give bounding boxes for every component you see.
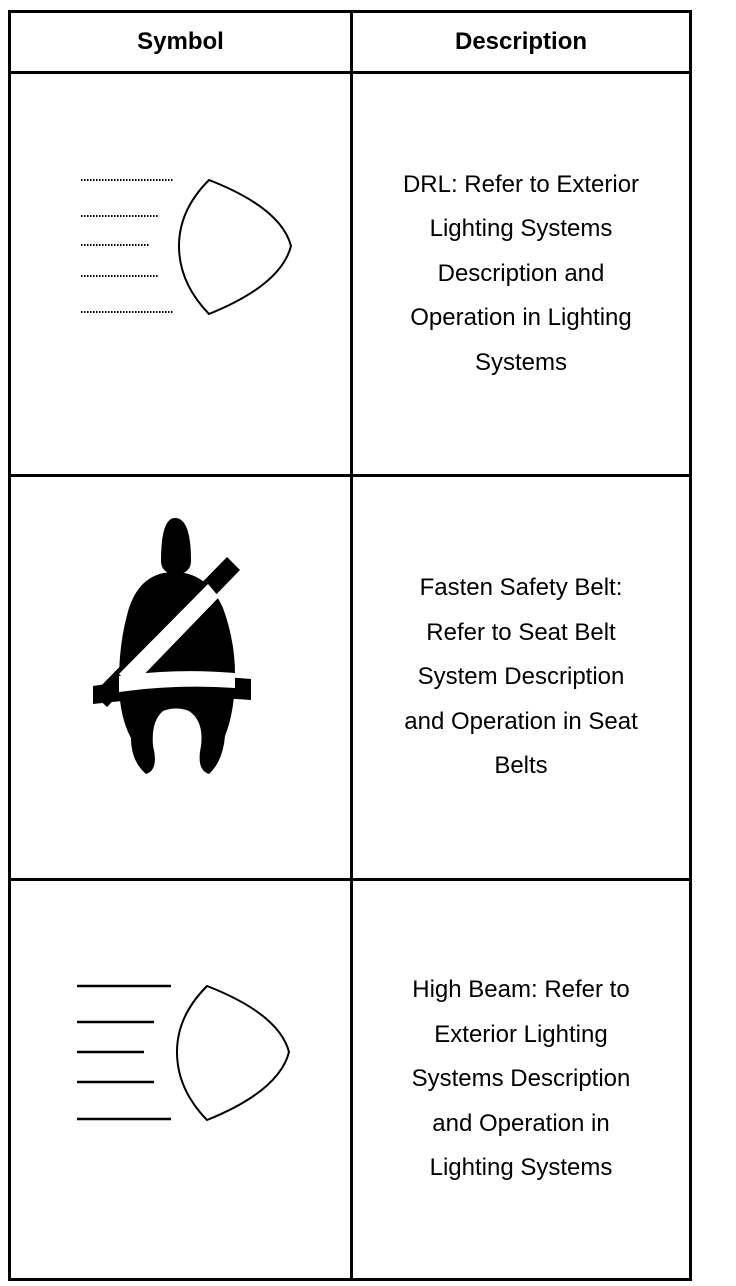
- description-cell: [353, 881, 689, 1278]
- seat-belt-icon: [11, 476, 350, 880]
- symbol-cell: [11, 74, 350, 474]
- header-cell-description: [353, 13, 689, 71]
- symbol-cell: [11, 477, 350, 878]
- symbol-table: [8, 10, 692, 1281]
- high-beam-icon: [11, 881, 350, 1278]
- symbol-cell: [11, 881, 350, 1278]
- drl-lamp-icon: [11, 73, 350, 476]
- description-text: High Beam: Refer to Exterior Lighting Systems Description and Operation in Lighting Systems: [411, 976, 631, 1182]
- header-cell-symbol: [11, 13, 350, 71]
- description-cell: [353, 477, 689, 878]
- description-text: DRL: Refer to Exterior Lighting Systems Description and Operation in Lighting Systems: [402, 170, 640, 376]
- column-divider: [350, 13, 353, 1278]
- header-symbol-label: Symbol: [137, 28, 224, 55]
- description-text: Fasten Safety Belt: Refer to Seat Belt System Description and Operation in Seat Belts: [404, 574, 638, 780]
- description-cell: [353, 74, 689, 474]
- header-description-label: Description: [454, 28, 588, 55]
